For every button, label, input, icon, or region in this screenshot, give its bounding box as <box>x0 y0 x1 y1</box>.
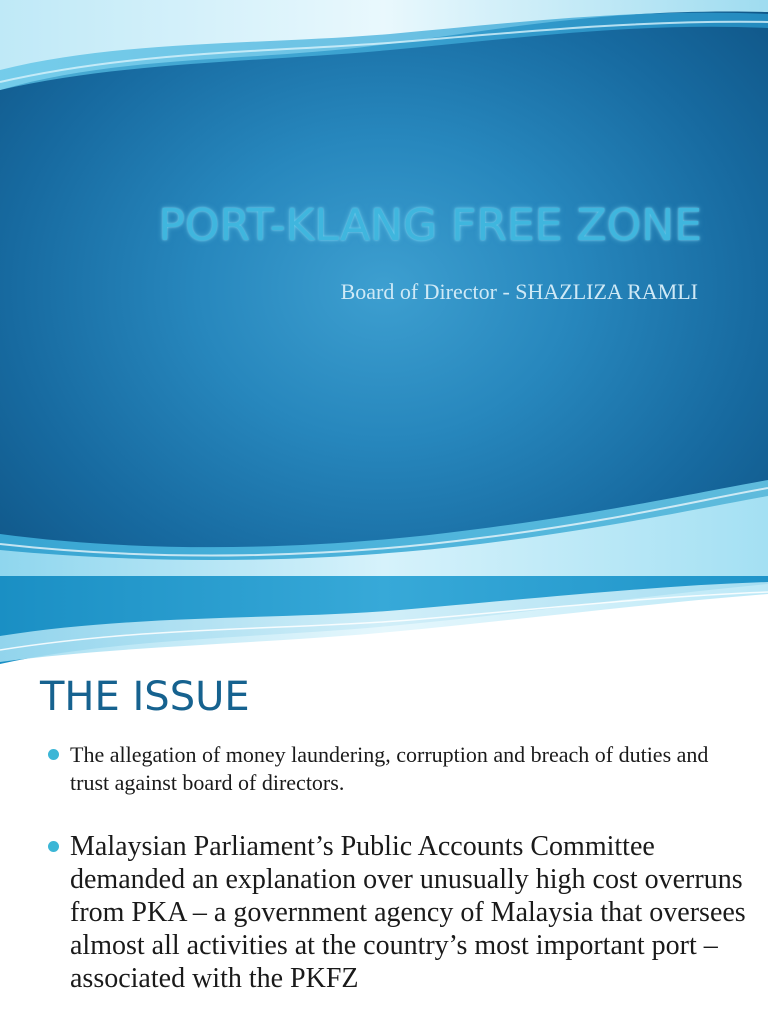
bottom-wave-decoration <box>0 474 768 576</box>
list-item <box>48 830 748 995</box>
slide-subtitle: Board of Director - SHAZLIZA RAMLI <box>340 279 698 304</box>
bullet-dot-icon <box>48 841 59 852</box>
list-item <box>48 741 748 797</box>
top-wave-decoration <box>0 576 768 666</box>
slide-title: PORT-KLANG FREE ZONE <box>158 200 702 251</box>
slide-heading: THE ISSUE <box>40 674 250 720</box>
bullet-text: The allegation of money laundering, corruption and breach of duties and trust against board of directors. <box>70 742 709 795</box>
top-wave-decoration <box>0 0 768 95</box>
bullet-list <box>48 741 748 995</box>
bullet-text: Malaysian Parliament’s Public Accounts Committee demanded an explanation over unusually high cost overruns from PKA – a government agency of Malaysia that oversees almost all activities at the country’s most important port – associated with the PKFZ <box>70 831 746 994</box>
bullet-dot-icon <box>48 749 59 760</box>
content-slide <box>0 576 768 1024</box>
